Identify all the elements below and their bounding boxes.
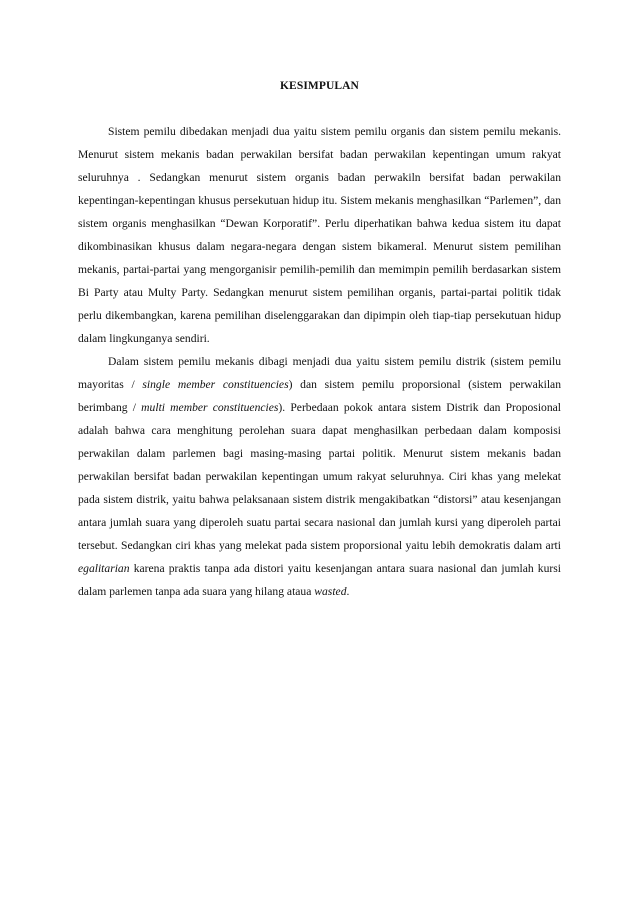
paragraph-1: Sistem pemilu dibedakan menjadi dua yaitu sistem pemilu organis dan sistem pemilu mekanis. Menurut sistem mekanis badan perwakilan bersifat badan perwakilan kepentingan umum rakyat seluruhnya . Sedangkan menurut sistem organis badan perwakiln bersifat badan perwakilan kepentingan-kepentingan khusus persekutuan hidup itu. Sistem mekanis menghasilkan “Parlemen”, dan sistem organis menghasilkan “Dewan Korporatif”. Perlu diperhatikan bahwa kedua sistem itu dapat dikombinasikan khusus dalam negara-negara dengan sistem bikameral. Menurut sistem pemilihan mekanis, partai-partai yang mengorganisir pemilih-pemilih dan memimpin pemilih berdasarkan sistem Bi Party atau Multy Party. Sedangkan menurut sistem pemilihan organis, partai-partai politik tidak perlu dikembangkan, karena pemilihan diselenggarakan dan dipimpin oleh tiap-tiap persekutuan hidup dalam lingkunganya sendiri. bbox=[78, 125, 561, 345]
paragraph-2-italic-3: egalitarian bbox=[78, 562, 130, 575]
paragraph-2-italic-4: wasted bbox=[314, 585, 347, 598]
paragraph-2-text-5: . bbox=[346, 585, 350, 598]
paragraph-2-text-1: Dalam sistem pemilu mekanis dibagi menjadi dua yaitu sistem pemilu distrik (sistem pemilu mayoritas / bbox=[78, 355, 561, 391]
document-title: KESIMPULAN bbox=[280, 80, 359, 92]
paragraph-2-text-4: karena praktis tanpa ada distori yaitu kesenjangan antara suara nasional dan jumlah kursi dalam parlemen tanpa ada suara yang hilang ataua bbox=[78, 562, 561, 598]
paragraph-2-text-3: ). Perbedaan pokok antara sistem Distrik dan Proposional adalah bahwa cara menghitung perolehan suara dapat menghasilkan perbedaan dalam komposisi perwakilan dalam parlemen bagi masing-masing partai politik. Menurut sistem mekanis badan perwakilan bersifat badan perwakilan kepentingan umum rakyat seluruhnya. Ciri khas yang melekat pada sistem distrik, yaitu bahwa pelaksanaan sistem distrik mengakibatkan “distorsi” atau kesenjangan antara jumlah suara yang diperoleh suatu partai secara nasional dan jumlah kursi yang diperoleh partai tersebut. Sedangkan ciri khas yang melekat pada sistem proporsional yaitu lebih demokratis dalam arti bbox=[78, 401, 561, 552]
document-page bbox=[78, 0, 561, 603]
paragraph-2 bbox=[78, 350, 561, 603]
paragraph-2-italic-2: multi member constituencies bbox=[141, 401, 279, 414]
paragraph-2-text-2: ) dan sistem pemilu proporsional (sistem perwakilan berimbang / bbox=[78, 378, 561, 414]
paragraph-2-italic-1: single member constituencies bbox=[142, 378, 289, 391]
